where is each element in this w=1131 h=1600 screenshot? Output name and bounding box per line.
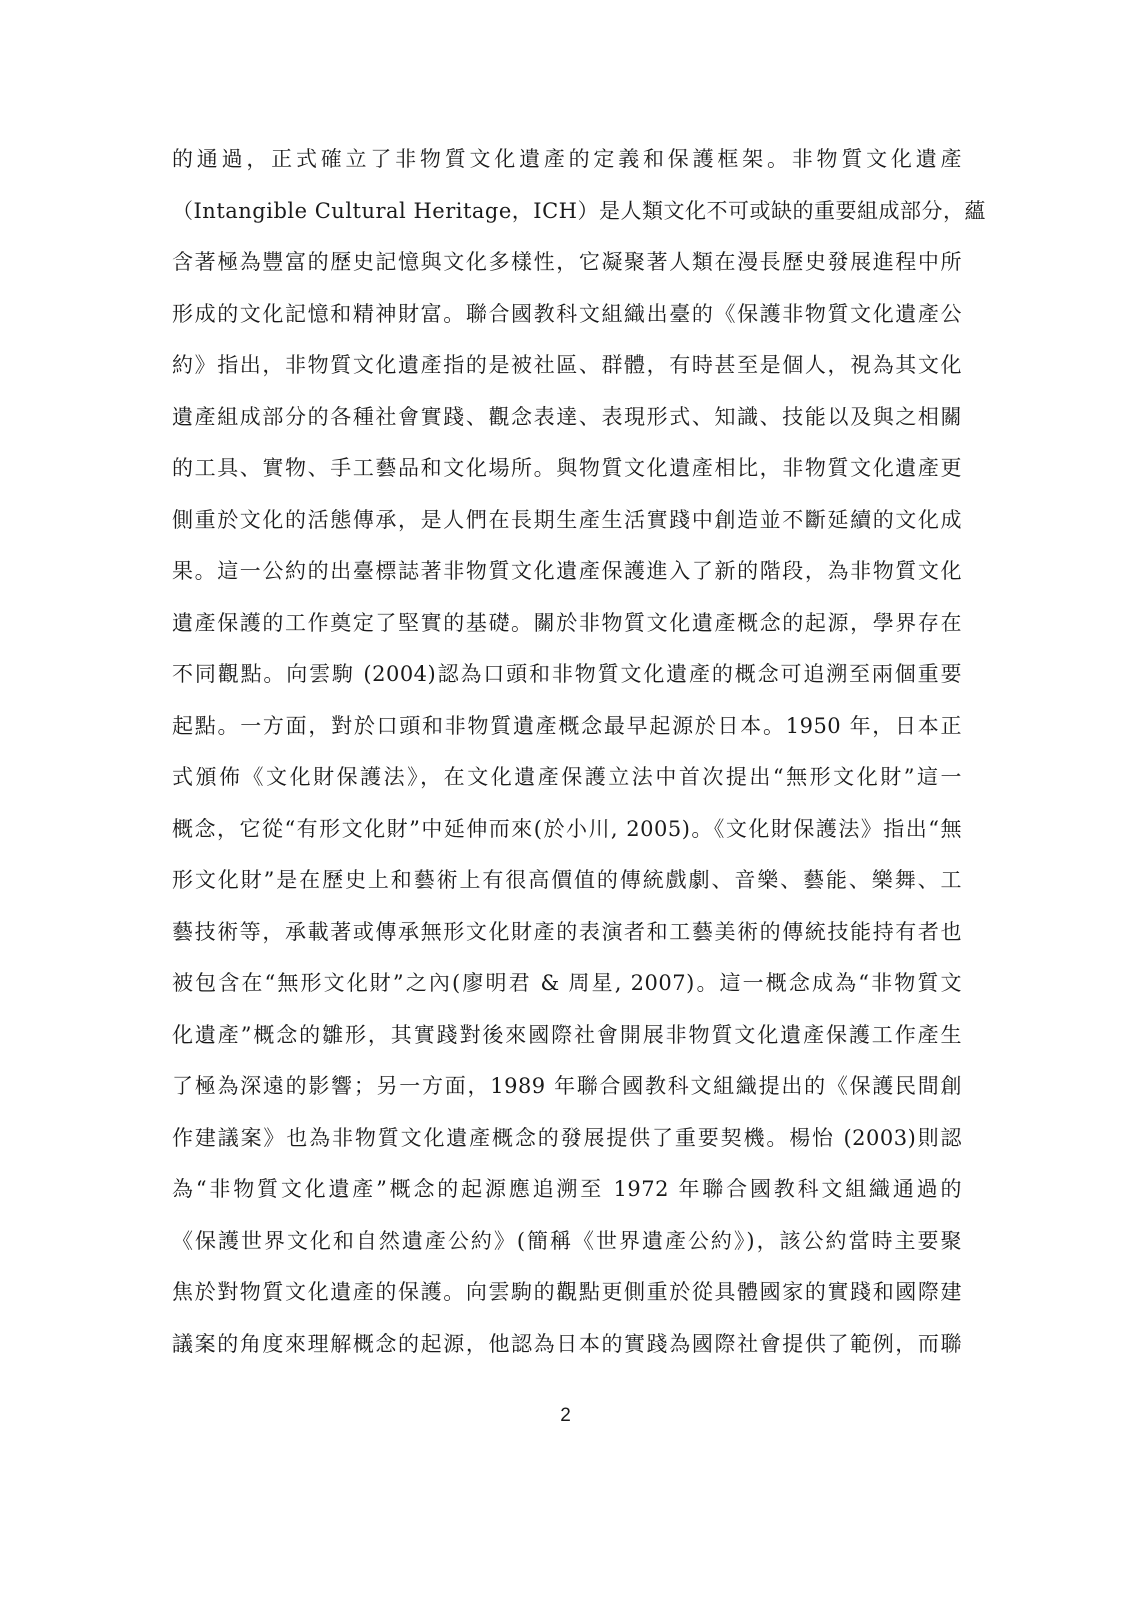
text-line: 藝技術等，承載著或傳承無形文化財產的表演者和工藝美術的傳統技能持有者也 [172, 919, 962, 944]
text-line: 被包含在“無形文化財”之內(廖明君 & 周星, 2007)。這一概念成為“非物質文 [172, 971, 962, 995]
text-line: 為“非物質文化遺產”概念的起源應追溯至 1972 年聯合國教科文組織通過的 [172, 1177, 962, 1201]
text-line: 化遺產”概念的雛形，其實踐對後來國際社會開展非物質文化遺產保護工作產生 [172, 1022, 962, 1047]
text-line: 遺產組成部分的各種社會實踐、觀念表達、表現形式、知識、技能以及與之相關 [172, 404, 962, 429]
text-line: 作建議案》也為非物質文化遺產概念的發展提供了重要契機。楊怡 (2003)則認 [172, 1125, 962, 1150]
text-line: 的通過，正式確立了非物質文化遺產的定義和保護框架。非物質文化遺產 [172, 147, 962, 171]
text-line: 的工具、實物、手工藝品和文化場所。與物質文化遺產相比，非物質文化遺產更 [172, 456, 962, 480]
text-line: 焦於對物質文化遺產的保護。向雲駒的觀點更側重於從具體國家的實踐和國際建 [172, 1280, 962, 1304]
text-line: 議案的角度來理解概念的起源，他認為日本的實踐為國際社會提供了範例，而聯 [172, 1331, 962, 1356]
text-line: （Intangible Cultural Heritage，ICH）是人類文化不可或缺的重要組成部分，蘊 [172, 198, 986, 223]
text-line: 側重於文化的活態傳承，是人們在長期生產生活實踐中創造並不斷延續的文化成 [172, 507, 962, 532]
text-line: 概念，它從“有形文化財”中延伸而來(於小川, 2005)。《文化財保護法》指出“無 [172, 816, 962, 841]
body-paragraph [172, 144, 986, 1380]
text-line: 《保護世界文化和自然遺產公約》(簡稱《世界遺產公約》)，該公約當時主要聚 [172, 1228, 962, 1253]
text-line: 遺產保護的工作奠定了堅實的基礎。關於非物質文化遺產概念的起源，學界存在 [172, 610, 962, 635]
text-line: 約》指出，非物質文化遺產指的是被社區、群體，有時甚至是個人，視為其文化 [172, 353, 962, 377]
text-line: 不同觀點。向雲駒 (2004)認為口頭和非物質文化遺產的概念可追溯至兩個重要 [172, 662, 962, 686]
text-line: 了極為深遠的影響；另一方面，1989 年聯合國教科文組織提出的《保護民間創 [172, 1074, 962, 1098]
text-line: 形文化財”是在歷史上和藝術上有很高價值的傳統戲劇、音樂、藝能、樂舞、工 [172, 868, 962, 892]
text-line: 形成的文化記憶和精神財富。聯合國教科文組織出臺的《保護非物質文化遺產公 [172, 301, 962, 326]
text-line: 含著極為豐富的歷史記憶與文化多樣性，它凝聚著人類在漫長歷史發展進程中所 [172, 250, 962, 274]
page-number: 2 [560, 1405, 571, 1426]
text-line: 果。這一公約的出臺標誌著非物質文化遺產保護進入了新的階段，為非物質文化 [172, 559, 962, 583]
text-line: 式頒佈《文化財保護法》，在文化遺產保護立法中首次提出“無形文化財”這一 [172, 765, 962, 789]
text-line: 起點。一方面，對於口頭和非物質遺產概念最早起源於日本。1950 年，日本正 [172, 713, 962, 738]
